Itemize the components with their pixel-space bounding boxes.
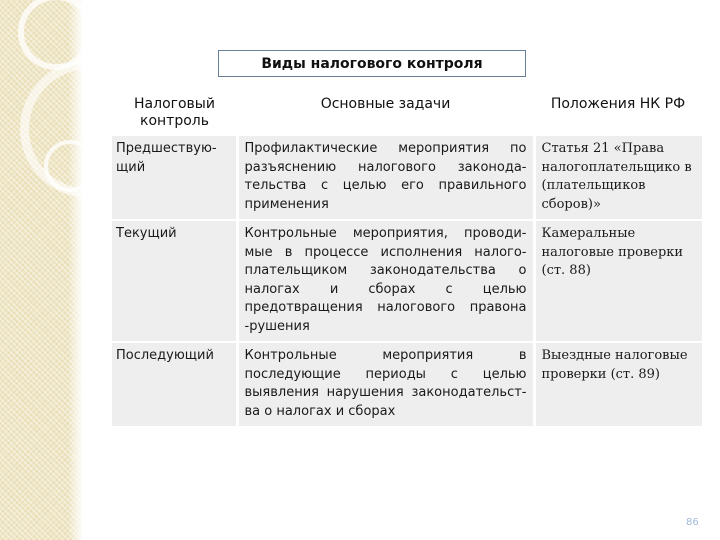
law-cell: Камеральные налоговые проверки (ст. 88) <box>534 220 702 342</box>
control-type-cell: Предшествую-щий <box>116 141 217 175</box>
page-number: 86 <box>686 517 699 528</box>
law-cell: Статья 21 «Права налогоплательщико в (плательщиков сборов)» <box>534 136 702 220</box>
tasks-cell: Контрольные мероприятия, проводи-мые в процессе исполнения налого-плательщиком законодательства о налогах и сборах с целью предотвращения налогового правона -рушения <box>237 220 534 342</box>
header-tax-code: Положения НК РФ <box>534 92 702 136</box>
tax-control-table <box>112 92 702 426</box>
control-type-cell: Последующий <box>112 342 237 426</box>
decorative-side-strip <box>0 0 82 540</box>
header-control-type: Налоговый контроль <box>112 92 237 136</box>
tasks-cell: Контрольные мероприятия в последующие периоды с целью выявления нарушения законодательст-ва о налогах и сборах <box>237 342 534 426</box>
control-type-cell: Текущий <box>112 220 237 342</box>
header-main-tasks: Основные задачи <box>237 92 534 136</box>
table-row <box>112 342 702 426</box>
table-row <box>112 136 702 220</box>
decorative-gloss <box>68 0 82 540</box>
table-row <box>112 220 702 342</box>
tasks-cell: Профилактические мероприятия по разъяснению налогового законода-тельства с целью его правильного применения <box>237 136 534 220</box>
law-cell: Выездные налоговые проверки (ст. 89) <box>534 342 702 426</box>
slide-title: Виды налогового контроля <box>218 50 526 77</box>
table-header-row <box>112 92 702 136</box>
